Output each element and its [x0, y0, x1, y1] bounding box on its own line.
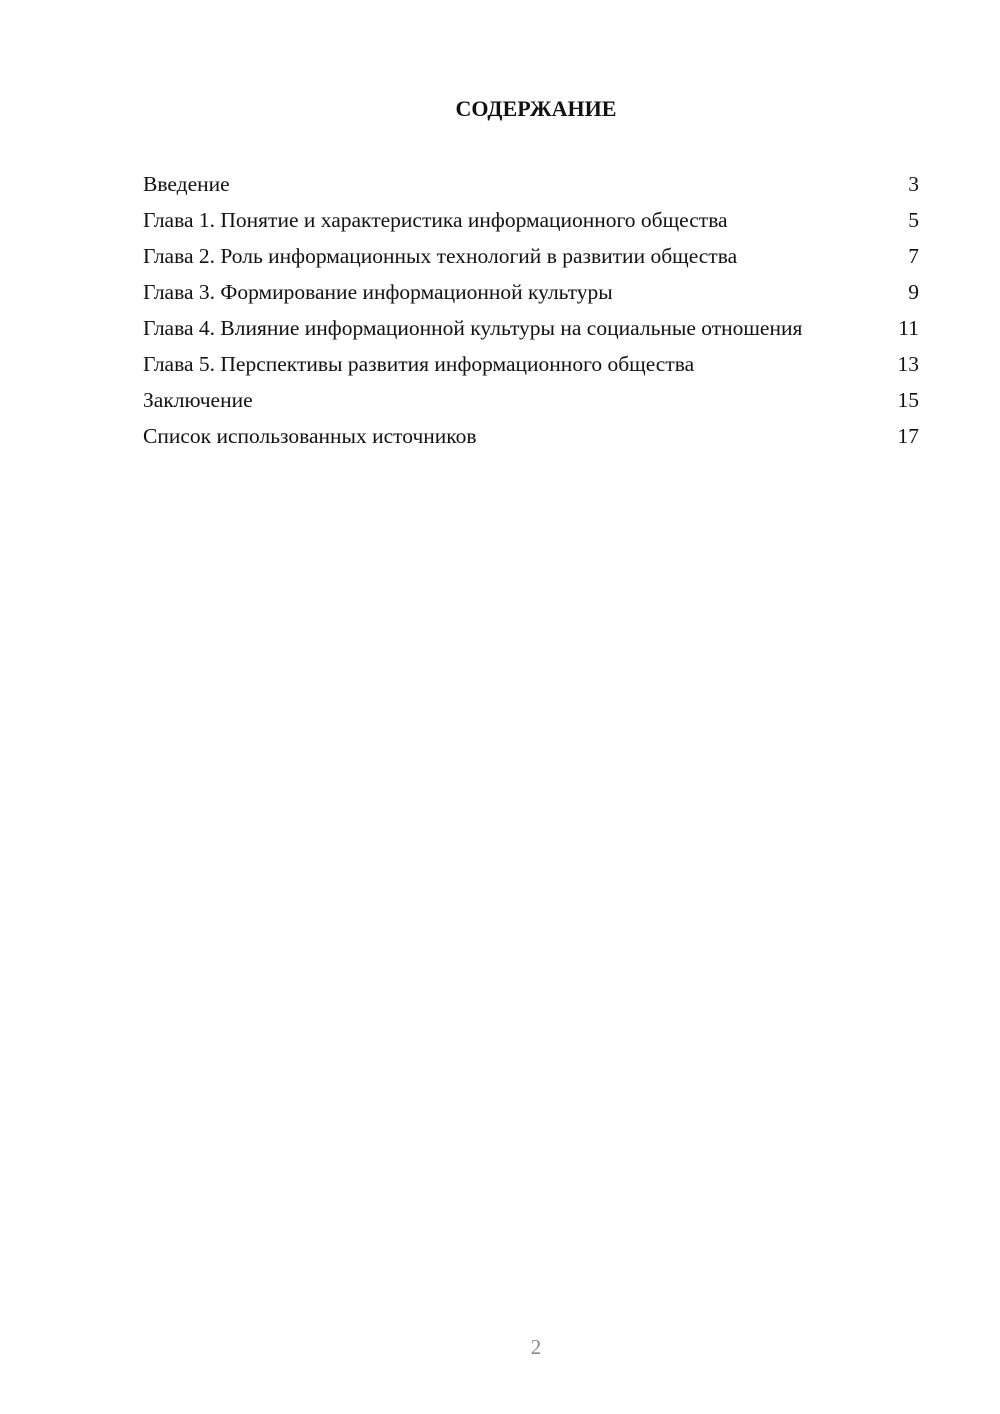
toc-entry-references [143, 423, 919, 449]
toc-entry-page: 7 [908, 244, 919, 268]
toc-entry-text: Заключение [143, 388, 253, 412]
toc-entry-page: 13 [897, 352, 919, 376]
toc-entry-page: 11 [898, 316, 919, 340]
toc-entry-page: 5 [908, 208, 919, 232]
page-title: СОДЕРЖАНИЕ [455, 96, 617, 121]
table-of-contents [143, 171, 919, 459]
toc-entry-chapter-5 [143, 351, 919, 377]
toc-entry-text: Введение [143, 172, 230, 196]
toc-entry-chapter-4 [143, 315, 919, 341]
toc-entry-text: Глава 1. Понятие и характеристика информационного общества [143, 208, 728, 232]
toc-entry-chapter-3 [143, 279, 919, 305]
toc-entry-chapter-2 [143, 243, 919, 269]
toc-entry-page: 3 [908, 172, 919, 196]
toc-entry-page: 9 [908, 280, 919, 304]
toc-entry-chapter-1 [143, 207, 919, 233]
page-number: 2 [530, 1335, 542, 1359]
toc-entry-text: Глава 2. Роль информационных технологий в развитии общества [143, 244, 738, 268]
toc-entry-text: Глава 5. Перспективы развития информационного общества [143, 352, 695, 376]
toc-entry-introduction [143, 171, 919, 197]
toc-entry-text: Глава 4. Влияние информационной культуры на социальные отношения [143, 316, 803, 340]
toc-entry-page: 15 [897, 388, 919, 412]
toc-entry-text: Список использованных источников [143, 424, 477, 448]
toc-entry-page: 17 [897, 424, 919, 448]
toc-entry-text: Глава 3. Формирование информационной культуры [143, 280, 613, 304]
toc-entry-conclusion [143, 387, 919, 413]
